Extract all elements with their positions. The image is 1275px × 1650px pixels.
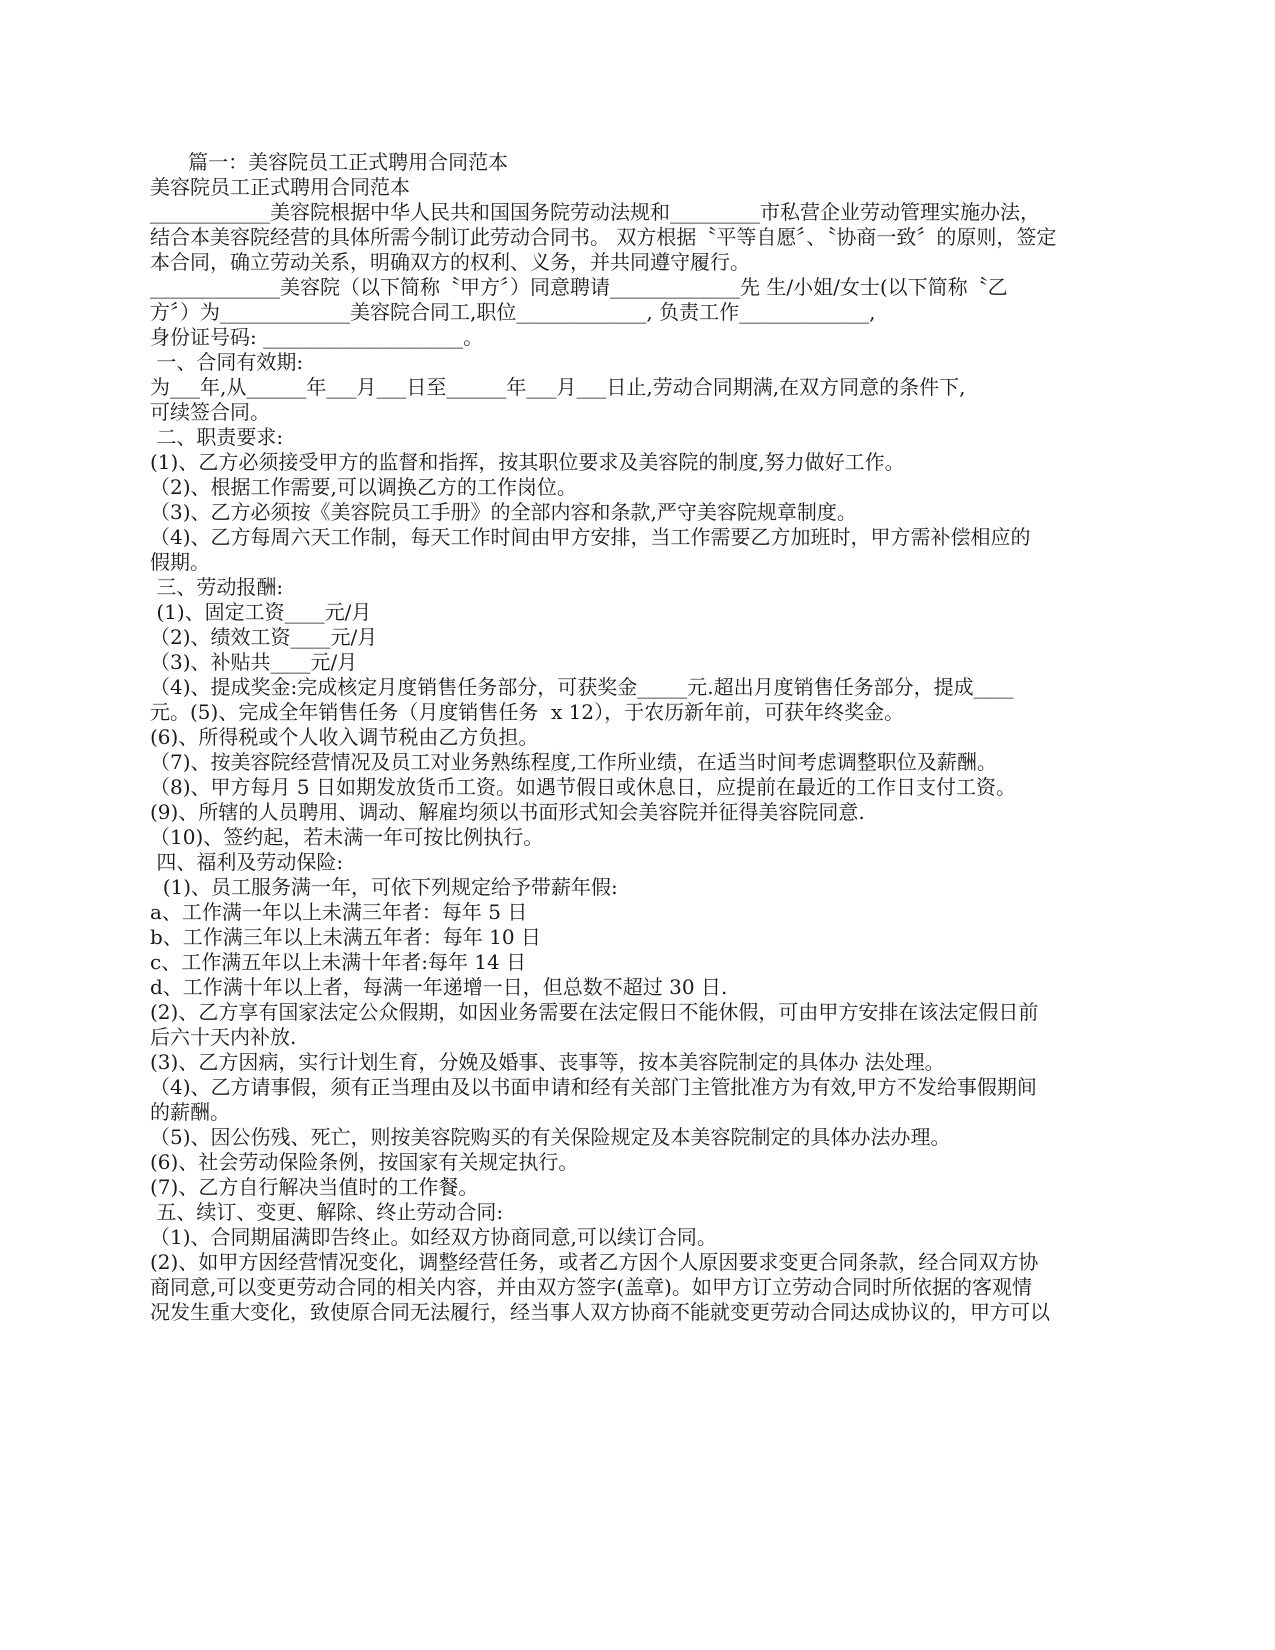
text-line: 方〞）为_____________美容院合同工,职位_____________, 负责工作_____________, [150, 300, 876, 324]
text-line: 假期。 [150, 550, 210, 574]
text-line: 五、续订、变更、解除、终止劳动合同: [150, 1200, 504, 1224]
document-body [150, 150, 1125, 1325]
text-line: (9)、所辖的人员聘用、调动、解雇均须以书面形式知会美容院并征得美容院同意. [150, 800, 865, 824]
text-line: 元。(5)、完成全年销售任务（月度销售任务 x 12），于农历新年前，可获年终奖金。 [150, 700, 905, 724]
text-line: (6)、社会劳动保险条例，按国家有关规定执行。 [150, 1150, 579, 1174]
text-line: (3)、乙方因病，实行计划生育，分娩及婚事、丧事等，按本美容院制定的具体办 法处理。 [150, 1050, 945, 1074]
text-line: d、工作满十年以上者，每满一年递增一日，但总数不超过 30 日. [150, 975, 728, 999]
text-line: 可续签合同。 [150, 400, 270, 424]
text-line: （5)、因公伤残、死亡，则按美容院购买的有关保险规定及本美容院制定的具体办法办理。 [150, 1125, 951, 1149]
text-line: 三、劳动报酬: [150, 575, 284, 599]
text-line: 为___年,从______年___月___日至______年___月___日止,劳动合同期满,在双方同意的条件下, [150, 375, 966, 399]
text-line: （2)、根据工作需要,可以调换乙方的工作岗位。 [150, 475, 577, 499]
text-line: （4)、提成奖金:完成核定月度销售任务部分，可获奖金_____元.超出月度销售任务部分，提成____ [150, 675, 1014, 699]
text-line: 身份证号码: ____________________。 [150, 325, 484, 349]
text-line: ____________美容院根据中华人民共和国国务院劳动法规和_________市私营企业劳动管理实施办法， [150, 200, 1040, 224]
text-line: 一、合同有效期: [150, 350, 304, 374]
text-line: 四、福利及劳动保险: [150, 850, 344, 874]
text-line: 美容院员工正式聘用合同范本 [150, 175, 410, 199]
text-line: （4)、乙方每周六天工作制，每天工作时间由甲方安排，当工作需要乙方加班时，甲方需补偿相应的 [150, 525, 1031, 549]
text-line: (1)、员工服务满一年，可依下列规定给予带薪年假: [150, 875, 618, 899]
text-line: (2)、如甲方因经营情况变化，调整经营任务，或者乙方因个人原因要求变更合同条款，经合同双方协 [150, 1250, 1039, 1274]
text-line: 结合本美容院经营的具体所需今制订此劳动合同书。 双方根据〝平等自愿〞、〝协商一致〞的原则，签定 [150, 225, 1057, 249]
text-line: （1)、合同期届满即告终止。如经双方协商同意,可以续订合同。 [150, 1225, 717, 1249]
text-line: 况发生重大变化，致使原合同无法履行，经当事人双方协商不能就变更劳动合同达成协议的，甲方可以 [150, 1300, 1050, 1324]
text-line: (6)、所得税或个人收入调节税由乙方负担。 [150, 725, 539, 749]
document-heading: 篇一：美容院员工正式聘用合同范本 [150, 150, 509, 174]
text-line: 商同意,可以变更劳动合同的相关内容，并由双方签字(盖章)。如甲方订立劳动合同时所依据的客观情 [150, 1275, 1032, 1299]
text-line: a、工作满一年以上未满三年者：每年 5 日 [150, 900, 528, 924]
document-lines [150, 175, 1125, 1325]
text-line: （4)、乙方请事假，须有正当理由及以书面申请和经有关部门主管批准方为有效,甲方不发给事假期间 [150, 1075, 1037, 1099]
text-line: _____________美容院（以下简称〝甲方〞）同意聘请_____________先 生/小姐/女士(以下简称〝乙 [150, 275, 1008, 299]
text-line: （3)、补贴共____元/月 [150, 650, 358, 674]
text-line: c、工作满五年以上未满十年者:每年 14 日 [150, 950, 527, 974]
text-line: b、工作满三年以上未满五年者：每年 10 日 [150, 925, 541, 949]
text-line: (1)、固定工资____元/月 [150, 600, 372, 624]
text-line: (7)、乙方自行解决当值时的工作餐。 [150, 1175, 479, 1199]
text-line: （7)、按美容院经营情况及员工对业务熟练程度,工作所业绩，在适当时间考虑调整职位及薪酬。 [150, 750, 997, 774]
text-line: （3)、乙方必须按《美容院员工手册》的全部内容和条款,严守美容院规章制度。 [150, 500, 857, 524]
text-line: 的薪酬。 [150, 1100, 230, 1124]
text-line: （8)、甲方每月 5 日如期发放货币工资。如遇节假日或休息日，应提前在最近的工作日支付工资。 [150, 775, 1016, 799]
text-line: 二、职责要求: [150, 425, 284, 449]
text-line: 后六十天内补放. [150, 1025, 297, 1049]
text-line: （2)、绩效工资____元/月 [150, 625, 378, 649]
text-line: （10)、签约起，若未满一年可按比例执行。 [150, 825, 544, 849]
text-line: (1)、乙方必须接受甲方的监督和指挥，按其职位要求及美容院的制度,努力做好工作。 [150, 450, 905, 474]
text-line: (2)、乙方享有国家法定公众假期，如因业务需要在法定假日不能休假，可由甲方安排在该法定假日前 [150, 1000, 1039, 1024]
text-line: 本合同，确立劳动关系，明确双方的权利、义务，并共同遵守履行。 [150, 250, 750, 274]
